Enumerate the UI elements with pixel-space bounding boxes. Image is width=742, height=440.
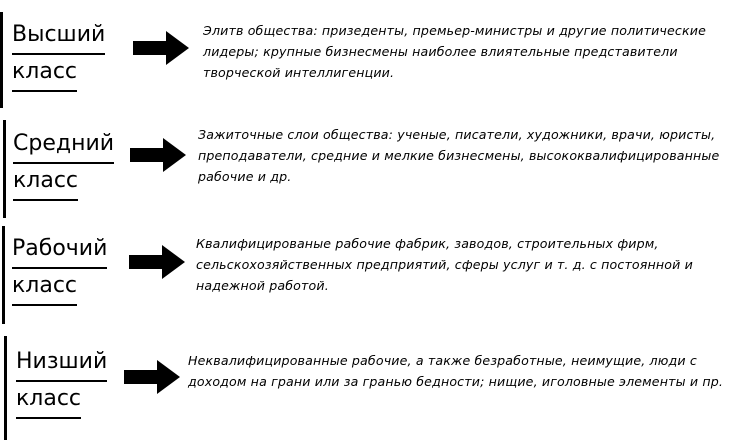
class-description: Зажиточные слои общества: ученые, писатели, художники, врачи, юристы, преподаватели, средние и мелкие бизнесмены, высококвалифицированные рабочие и др. [198, 127, 720, 184]
class-title-line2: класс [12, 55, 77, 92]
class-description: Неквалифицированные рабочие, а также безработные, неимущие, люди с доходом на грани или за гранью бедности; нищие, иголовные элементы и пр. [188, 353, 723, 389]
class-row-middle [0, 110, 742, 220]
class-title-line2: класс [13, 164, 78, 201]
class-row-lower [0, 330, 742, 440]
class-title-line1: Низший [16, 345, 107, 382]
left-bracket-bar [3, 120, 6, 218]
left-bracket-bar [4, 336, 7, 440]
class-title [12, 18, 105, 92]
right-arrow-icon [124, 357, 184, 397]
class-title-line2: класс [12, 269, 77, 306]
class-title [12, 232, 107, 306]
class-title [16, 345, 107, 419]
class-title-line2: класс [16, 382, 81, 419]
right-arrow-icon [130, 135, 190, 175]
left-bracket-bar [0, 12, 3, 108]
class-row-working [0, 220, 742, 330]
class-description: Квалифицированые рабочие фабрик, заводов, строительных фирм, сельскохозяйственных предприятий, сферы услуг и т. д. с постоянной и надежной работой. [196, 236, 693, 293]
class-description: Элитв общества: призеденты, премьер-министры и другие политические лидеры; крупные бизнесмены наиболее влиятельные представители творческой интеллигенции. [203, 23, 706, 80]
class-title [13, 127, 114, 201]
class-title-line1: Высший [12, 18, 105, 55]
right-arrow-icon [129, 242, 189, 282]
right-arrow-icon [133, 28, 193, 68]
class-title-line1: Средний [13, 127, 114, 164]
left-bracket-bar [2, 226, 5, 324]
class-title-line1: Рабочий [12, 232, 107, 269]
class-row-upper [0, 0, 742, 110]
